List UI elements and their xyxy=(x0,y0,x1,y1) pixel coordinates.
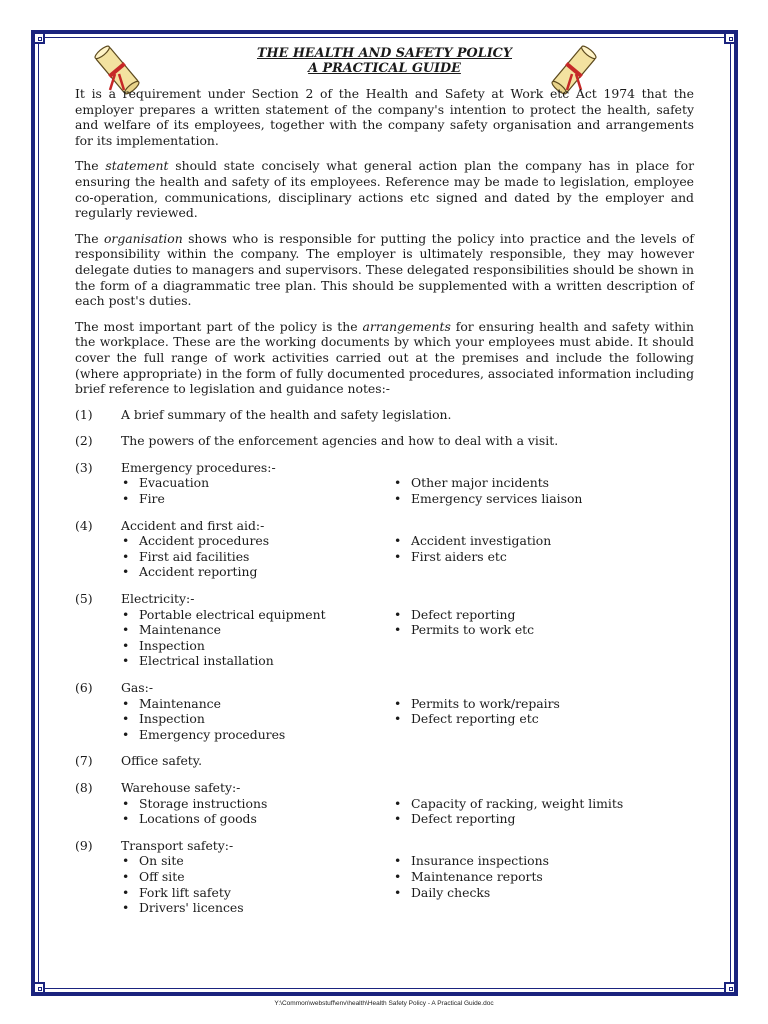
bullet-list-right xyxy=(393,607,534,669)
list-item xyxy=(75,433,694,449)
item-number: (3) xyxy=(75,459,93,475)
border-corner-ornament xyxy=(724,982,736,994)
bullet-item: • Daily checks xyxy=(393,885,549,901)
item-text: Electricity:- xyxy=(121,591,195,607)
bullet-item: • Fork lift safety xyxy=(121,885,393,901)
bullet-list-right xyxy=(393,796,623,827)
item-text: The powers of the enforcement agencies and how to deal with a visit. xyxy=(121,433,559,449)
item-number: (4) xyxy=(75,517,93,533)
bullet-columns xyxy=(121,796,694,827)
list-item xyxy=(75,407,694,423)
paragraph-text: The xyxy=(75,230,104,246)
arrangements-list xyxy=(75,407,694,916)
paragraph-text: The xyxy=(75,158,106,174)
bullet-item: • Locations of goods xyxy=(121,811,393,827)
bullet-item: • Maintenance reports xyxy=(393,869,549,885)
bullet-item: • Emergency procedures xyxy=(121,727,393,743)
bullet-item: • Accident reporting xyxy=(121,564,393,580)
bullet-item: • Insurance inspections xyxy=(393,853,549,869)
term-organisation: organisation xyxy=(103,230,183,246)
bullet-item: • Inspection xyxy=(121,711,393,727)
item-text: Transport safety:- xyxy=(121,837,234,853)
item-number: (5) xyxy=(75,591,93,607)
bullet-columns xyxy=(121,853,694,915)
bullet-item: • Off site xyxy=(121,869,393,885)
list-item xyxy=(75,518,694,580)
item-number: (8) xyxy=(75,779,93,795)
item-text: Gas:- xyxy=(121,680,154,695)
item-number: (1) xyxy=(75,406,93,422)
bullet-item: • First aiders etc xyxy=(393,549,551,565)
bullet-item: • Drivers' licences xyxy=(121,900,393,916)
bullet-item: • Fire xyxy=(121,491,393,507)
bullet-list-right xyxy=(393,853,549,915)
item-text: A brief summary of the health and safety legislation. xyxy=(121,406,452,422)
page-title xyxy=(75,46,694,76)
bullet-list-left xyxy=(121,475,393,506)
bullet-item: • Inspection xyxy=(121,638,393,654)
intro-paragraph: It is a requirement under Section 2 of the Health and Safety at Work etc Act 1974 that the employer prepares a written statement of the company's intention to protect the health, safety and welfare of its employees, together with the company safety organisation and arrangements for its implementation. xyxy=(75,86,694,148)
item-text: Warehouse safety:- xyxy=(121,779,241,795)
bullet-item: • Maintenance xyxy=(121,696,393,712)
bullet-item: • Maintenance xyxy=(121,622,393,638)
bullet-item: • Defect reporting xyxy=(393,607,534,623)
list-item xyxy=(75,460,694,507)
bullet-item: • Storage instructions xyxy=(121,796,393,812)
term-arrangements: arrangements xyxy=(362,318,451,334)
border-corner-ornament xyxy=(33,982,45,994)
organisation-paragraph xyxy=(75,231,694,309)
list-item xyxy=(75,753,694,769)
item-number: (2) xyxy=(75,433,93,449)
bullet-list-right xyxy=(393,475,582,506)
bullet-item: • Permits to work etc xyxy=(393,622,534,638)
bullet-list-left xyxy=(121,853,393,915)
title-line-1: THE HEALTH AND SAFETY POLICY xyxy=(257,46,512,61)
paragraph-text: The most important part of the policy is the xyxy=(75,318,363,334)
paragraph-text: shows who is responsible for putting the policy into practice and the levels of responsibility within the company. The employer is ultimately responsible, they may however delegate duties to managers and supervisors. These delegated responsibilities should be shown in the form of a diagrammatic tree plan. This should be supplemented with a written description of each post's duties. xyxy=(75,230,694,309)
bullet-item: • Other major incidents xyxy=(393,475,582,491)
bullet-columns xyxy=(121,696,694,743)
bullet-item: • Portable electrical equipment xyxy=(121,607,393,623)
bullet-item: • Defect reporting etc xyxy=(393,711,560,727)
list-item xyxy=(75,838,694,916)
file-path-footer: Y:\Common\webstuff\env\health\Health Safety Policy - A Practical Guide.doc xyxy=(274,1000,494,1007)
item-number: (9) xyxy=(75,837,93,853)
bullet-list-left xyxy=(121,796,393,827)
bullet-columns xyxy=(121,475,694,506)
bullet-item: • Evacuation xyxy=(121,475,393,491)
border-corner-ornament xyxy=(33,32,45,44)
bullet-columns xyxy=(121,533,694,580)
paragraph-text: for ensuring health and safety within the workplace. These are the working documents by which your employees must abide. It should cover the full range of work activities carried out at the premises and include the following (where appropriate) in the form of fully documented procedures, associated information including brief reference to legislation and guidance notes:- xyxy=(75,318,694,397)
bullet-item: • Defect reporting xyxy=(393,811,623,827)
bullet-list-left xyxy=(121,696,393,743)
list-item xyxy=(75,591,694,669)
item-text: Emergency procedures:- xyxy=(121,459,276,475)
bullet-item: • Emergency services liaison xyxy=(393,491,582,507)
document-body xyxy=(75,46,694,927)
bullet-item: • Electrical installation xyxy=(121,653,393,669)
bullet-item: • First aid facilities xyxy=(121,549,393,565)
bullet-list-left xyxy=(121,607,393,669)
title-line-2: A PRACTICAL GUIDE xyxy=(308,61,461,76)
item-number: (7) xyxy=(75,753,93,769)
item-text: Office safety. xyxy=(121,753,203,769)
bullet-columns xyxy=(121,607,694,669)
border-corner-ornament xyxy=(724,32,736,44)
term-statement: statement xyxy=(105,158,169,174)
bullet-list-right xyxy=(393,533,551,580)
item-text: Accident and first aid:- xyxy=(121,517,265,533)
bullet-item: • On site xyxy=(121,853,393,869)
bullet-list-left xyxy=(121,533,393,580)
bullet-list-right xyxy=(393,696,560,743)
arrangements-paragraph xyxy=(75,319,694,397)
bullet-item: • Accident procedures xyxy=(121,533,393,549)
list-item xyxy=(75,780,694,827)
item-number: (6) xyxy=(75,680,93,695)
list-item xyxy=(75,680,694,742)
bullet-item: • Accident investigation xyxy=(393,533,551,549)
bullet-item: • Capacity of racking, weight limits xyxy=(393,796,623,812)
statement-paragraph xyxy=(75,158,694,220)
bullet-item: • Permits to work/repairs xyxy=(393,696,560,712)
paragraph-text: should state concisely what general action plan the company has in place for ensuring the health and safety of its employees. Reference may be made to legislation, employee co-operation, communications, disciplinary actions etc signed and dated by the employer and regularly reviewed. xyxy=(75,158,694,221)
